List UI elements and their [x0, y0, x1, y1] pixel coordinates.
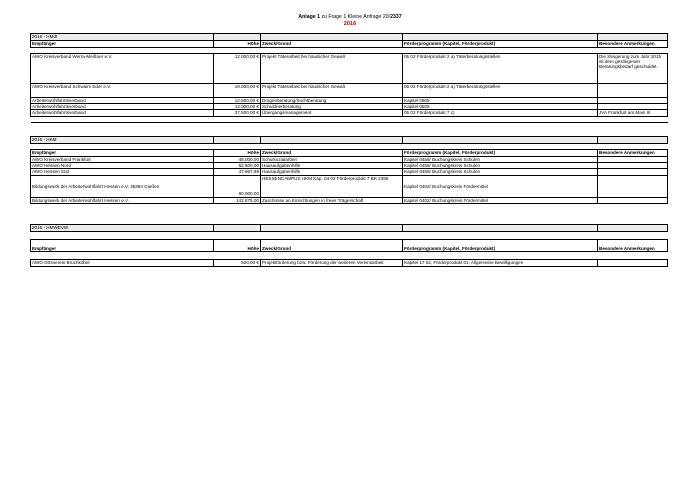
- cell-hoehe: 19.000,00 €: [214, 84, 261, 98]
- cell-zweck: Übergangsmanagement: [261, 110, 403, 116]
- cell-anmerkung: JVA Frankfurt am Main III: [598, 110, 668, 116]
- column-header-row: [31, 150, 668, 157]
- col-anmerkungen: Besondere Anmerkungen: [598, 41, 668, 48]
- cell-anmerkung: [598, 84, 668, 98]
- table-hmdi: [30, 33, 668, 123]
- cell-programm: Kapitel 0459/ Buchungskreis Schulen: [403, 163, 598, 169]
- cell-empfaenger: AWO Hessen Süd: [31, 169, 214, 175]
- column-header-row: [31, 41, 668, 48]
- col-programm: Förderprogramm (Kapitel, Förderprodukt): [403, 41, 598, 48]
- title-bold: Anlage 1: [298, 14, 320, 20]
- cell-hoehe: 47.867,99: [214, 169, 261, 175]
- cell-zweck: Schulsozialarbeit: [261, 157, 403, 163]
- cell-hoehe: 62.500,00: [214, 163, 261, 169]
- table-row: [31, 197, 668, 203]
- cell-empfaenger: Arbeiterwohlfahrtsverband: [31, 98, 214, 104]
- cell-programm: 05 02 Förderprodukt 7 c): [403, 110, 598, 116]
- cell-programm: Kapitel 0459/ Buchungskreis Schulen: [403, 157, 598, 163]
- table-row: [31, 84, 668, 98]
- col-anmerkungen: Besondere Anmerkungen: [598, 240, 668, 252]
- cell-zweck: Drogenberatung/Suchtberatung: [261, 98, 403, 104]
- cell-empfaenger: AWO Kreisverband Schwalm Eder e.V.: [31, 84, 214, 98]
- cell-programm: Kapitel 0402/ Buchungskreis Fördermittel: [403, 197, 598, 203]
- cell-zweck: Hausaufgabenhilfe: [261, 169, 403, 175]
- cell-hoehe: 500,00 €: [214, 260, 261, 267]
- cell-hoehe: 27.500,00 €: [214, 110, 261, 116]
- col-anmerkungen: Besondere Anmerkungen: [598, 150, 668, 157]
- col-zweck: Zweck/Grund: [261, 150, 403, 157]
- section-header: [31, 225, 668, 232]
- cell-zweck: HESSENCAMPUS HKM Kap. 04 02 Förderprodukt 7 BK 2395: [261, 175, 403, 197]
- cell-programm: 05 02 Förderprodukt 2 a) Täterberatungsstellen: [403, 84, 598, 98]
- cell-hoehe: 48.000,00: [214, 157, 261, 163]
- col-programm: Förderprogramm (Kapitel, Förderprodukt): [403, 150, 598, 157]
- col-empfaenger: Empfänger: [31, 41, 214, 48]
- cell-empfaenger: Arbeiterwohlfahrtsverband: [31, 110, 214, 116]
- section-label: 2016 - HMdI: [31, 34, 214, 41]
- cell-empfaenger: Bildungswerk der Arbeiterwohlfahrt Hessen e.V. 35394 Gießen: [31, 175, 214, 197]
- cell-zweck: Hausaufgabenhilfe: [261, 163, 403, 169]
- col-hoehe: Höhe: [214, 41, 261, 48]
- col-empfaenger: Empfänger: [31, 150, 214, 157]
- col-zweck: Zweck/Grund: [261, 240, 403, 252]
- col-hoehe: Höhe: [214, 240, 261, 252]
- col-programm: Förderprogramm (Kapitel, Förderprodukt): [403, 240, 598, 252]
- cell-hoehe: 60.000,00: [214, 175, 261, 197]
- cell-programm: Kapitel 0459/ Buchungskreis Schulen: [403, 169, 598, 175]
- document-title: [0, 14, 700, 20]
- cell-anmerkung: Die Steigerung zum Jahr 2015 ist dem gestiegenen Beratungsbedarf geschuldet.: [598, 54, 668, 84]
- table-hmwevw: [30, 224, 668, 267]
- column-header-row: [31, 240, 668, 252]
- col-zweck: Zweck/Grund: [261, 41, 403, 48]
- table-hkm: [30, 136, 668, 204]
- cell-empfaenger: Bildungswerk der Arbeiterwohlfahrt Hessen e.V.: [31, 197, 214, 203]
- cell-zweck: Schuldnerberatung: [261, 104, 403, 110]
- cell-empfaenger: AWO Kreisverband Werra-Meißner e.V.: [31, 54, 214, 84]
- cell-zweck: Projekt Täterarbeit bei häuslicher Gewalt: [261, 54, 403, 84]
- cell-programm: Kapitel 0402/ Buchungskreis Fördermittel: [403, 175, 598, 197]
- cell-zweck: Projektförderung bzw. Förderung der weiteren Vereinsarbeit: [261, 260, 403, 267]
- cell-anmerkung: [598, 175, 668, 197]
- spacer-row: [31, 252, 668, 260]
- title-number: 2337: [390, 14, 402, 20]
- title-mid: zu Frage 1 Kleine Anfrage 20/: [320, 14, 391, 20]
- cell-programm: Kapitel 0505: [403, 104, 598, 110]
- cell-empfaenger: Arbeiterwohlfahrtsverband: [31, 104, 214, 110]
- section-header: [31, 137, 668, 144]
- cell-empfaenger: AWO Hessen Nord: [31, 163, 214, 169]
- section-header: [31, 34, 668, 41]
- cell-hoehe: 12.000,00 €: [214, 54, 261, 84]
- cell-anmerkung: [598, 260, 668, 267]
- cell-programm: Kapitel 17 02, Förderprodukt 01, Allgemeine Bewilligungen: [403, 260, 598, 267]
- cell-hoehe: 12.000,00 €: [214, 104, 261, 110]
- col-hoehe: Höhe: [214, 150, 261, 157]
- cell-hoehe: 142.875,00: [214, 197, 261, 203]
- document-year: 2016: [343, 21, 357, 27]
- cell-programm: 05 02 Förderprodukt 2 a) Täterberatungsstellen: [403, 54, 598, 84]
- cell-hoehe: 12.600,00 €: [214, 98, 261, 104]
- col-empfaenger: Empfänger: [31, 240, 214, 252]
- spacer-row: [31, 116, 668, 122]
- cell-zweck: Zuschüsse an Einrichtungen in freier Trägerschaft: [261, 197, 403, 203]
- section-label: 2016 - HMWEVW: [31, 225, 214, 232]
- cell-anmerkung: [598, 197, 668, 203]
- spacer-row: [31, 232, 668, 240]
- section-label: 2016 - HKM: [31, 137, 214, 144]
- cell-empfaenger: AWO Kreisverband Frankfurt: [31, 157, 214, 163]
- cell-zweck: Projekt Täterarbeit bei häuslicher Gewalt: [261, 84, 403, 98]
- table-row: [31, 54, 668, 84]
- cell-empfaenger: AWO Ortsverein Bruchköbel: [31, 260, 214, 267]
- table-row: [31, 175, 668, 197]
- cell-programm: Kapitel 0505: [403, 98, 598, 104]
- table-row: [31, 260, 668, 267]
